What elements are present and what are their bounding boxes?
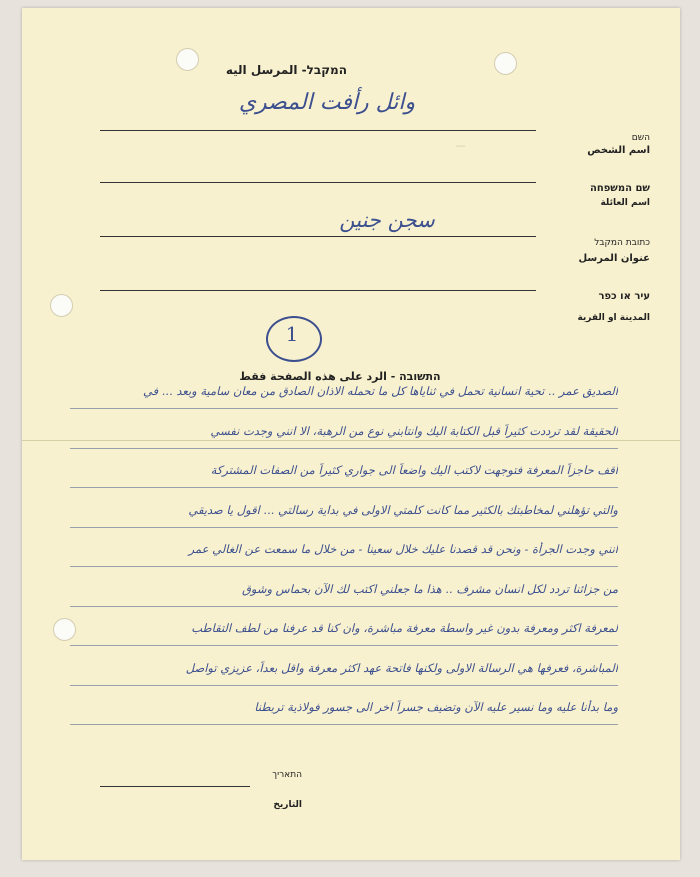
writing-line: [70, 606, 618, 607]
address-field-line-2: [100, 290, 536, 291]
answer-heading: התשובה - الرد على هذه الصفحة فقط: [239, 370, 441, 383]
punch-hole-top-left: [176, 48, 199, 71]
address-field-line-1: [100, 236, 536, 237]
bleed-through-mark: ــ: [456, 136, 465, 151]
fold-crease: [22, 440, 680, 441]
letter-line: وما بدأنا عليه وما نسير عليه الآن وتضيف جسراً اخر الى جسور فولاذية تربطنا: [254, 700, 618, 714]
date-label-arabic: التاريخ: [273, 800, 302, 810]
punch-hole-middle: [50, 294, 73, 317]
date-label-hebrew: התאריך: [272, 770, 302, 780]
letter-line: الحقيقة لقد ترددت كثيراً قبل الكتابة اليك وانتابني نوع من الرهبة، الا انني وجدت نفسي: [210, 423, 618, 438]
family-label-hebrew: שם המשפחה: [589, 183, 650, 194]
name-label-arabic: اسم الشخص: [587, 145, 650, 156]
writing-line: [70, 527, 618, 528]
name-field-line: [100, 130, 536, 131]
writing-line: [70, 566, 618, 567]
writing-line: [70, 408, 618, 409]
writing-line: [70, 448, 618, 449]
address-label-arabic: عنوان المرسل: [578, 253, 650, 264]
recipient-header: המקבל- المرسل اليه: [225, 63, 347, 77]
city-label-arabic: المدينة او القرية: [577, 313, 650, 323]
writing-line: [70, 645, 618, 646]
city-label-hebrew: עיר או כפר: [598, 291, 650, 302]
letter-line: أقف حاجزاً المعرفة فتوجهت لاكتب اليك واضعاً الى جواري كثيراً من الصفات المشتركة: [210, 463, 618, 477]
writing-line: [70, 685, 618, 686]
address-handwritten: سجن جنين: [339, 208, 435, 232]
name-label-hebrew: השם: [631, 133, 650, 143]
form-sheet: [22, 8, 680, 860]
recipient-name-handwritten: وائل رأفت المصري: [238, 90, 416, 115]
family-field-line: [100, 182, 536, 183]
address-label-hebrew: כתובת המקבל: [594, 238, 650, 248]
date-field-line: [100, 786, 250, 787]
letter-line: الصديق عمر .. تحية انسانية تحمل في ثناياها كل ما تحمله الاذان الصادق من معان سامية وبعد ... في: [143, 384, 618, 398]
family-label-arabic: اسم العائلة: [600, 198, 650, 208]
writing-line: [70, 724, 618, 725]
letter-line: والتي تؤهلني لمخاطبتك بالكثير مما كانت كلمتي الاولى في بداية رسالتي ... اقول يا صديقي: [188, 502, 618, 517]
writing-line: [70, 487, 618, 488]
page-number-handwritten: 1: [285, 322, 299, 346]
letter-line: انني وجدت الجرأة - ونحن قد قصدنا عليك خلال سعينا - من خلال ما سمعت عن الغالي عمر: [188, 542, 618, 556]
punch-hole-top-right: [494, 52, 517, 75]
letter-line: من جزائنا تردد لكل انسان مشرف .. هذا ما جعلني اكتب لك الآن بحماس وشوق: [241, 581, 618, 596]
letter-line: لمعرفة اكثر ومعرفة بدون غير واسطة معرفة مباشرة، وان كنا قد عرفنا من لطف التقاطب: [191, 621, 618, 635]
letter-line: المباشرة، فعرفها هي الرسالة الاولى ولكنها فاتحة عهد اكثر معرفة واقل بعداً، عزيزي تواصل: [185, 660, 618, 675]
